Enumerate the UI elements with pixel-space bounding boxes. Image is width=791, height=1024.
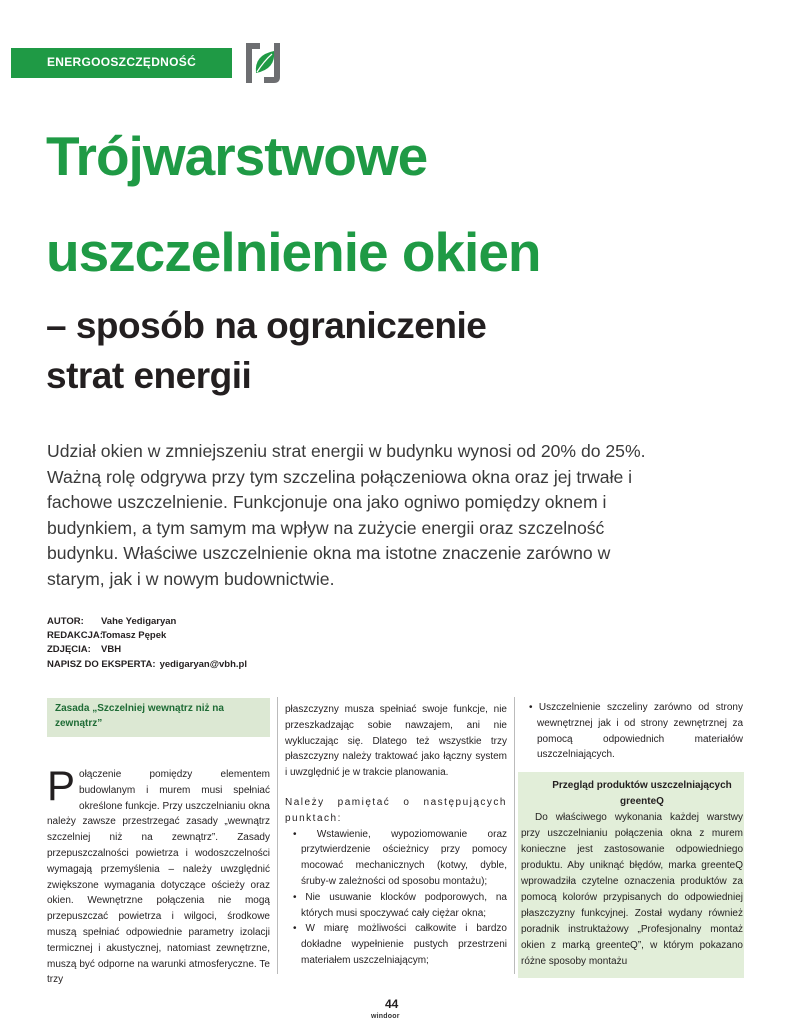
lead-paragraph: Udział okien w zmniejszeniu strat energii w budynku wynosi od 20% do 25%. Ważną rolę odgrywa przy tym szczelina połączeniowa okna oraz jej trwałe i fachowe uszczelnienie. Funkcjonuje ona jako ogniwo pomiędzy oknem i budynkiem, a tym samym ma wpływ na zużycie energii oraz szczelność budynku. Właściwe uszczelnienie okna ma istotne znaczenie zarówno w starym, jak i w nowym budownictwie. <box>47 441 646 589</box>
column-3-body <box>521 778 743 970</box>
column-2 <box>285 702 507 969</box>
box-title: Zasada „Szczelniej wewnątrz niż na zewnątrz” <box>47 698 270 737</box>
contact-email[interactable]: yedigaryan@vbh.pl <box>159 658 247 670</box>
editor-name: Tomasz Pępek <box>101 630 167 642</box>
list-item: • Wstawienie, wypoziomowanie oraz przytwierdzenie ościeżnicy przy pomocy mocować mechanicznych (kotwy, dyble, śruby-w zależności od sposobu montażu); <box>293 828 507 887</box>
page-number: 44 <box>385 997 399 1011</box>
list-item: • W miarę możliwości całkowite i bardzo dokładne wypełnienie pustych przestrzeni materiałem uszczelniającym; <box>293 923 507 966</box>
column-3-list <box>521 700 743 763</box>
photos-label: ZDJĘCIA: <box>47 644 91 656</box>
author-name: Vahe Yedigaryan <box>101 616 177 627</box>
column-divider-1 <box>277 697 278 974</box>
column-1 <box>47 698 270 988</box>
column-1-body <box>47 762 270 988</box>
article-title <box>46 126 541 318</box>
subtitle-line-2: strat energii <box>46 355 252 396</box>
magazine-brand: windoor <box>371 1013 400 1020</box>
credits <box>47 615 247 672</box>
sidebar-heading: Przegląd produktów uszczelniających greenteQ <box>552 780 732 807</box>
column-2-para-1: płaszczyzny musza spełniać swoje funkcje, nie przeszkadzając sobie nawzajem, ani nie wykluczając się. Dlatego też wszystkie trzy płaszczyzny należy traktować jako łączny system i uwzględnić je w trakcie planowania. <box>285 704 507 779</box>
title-line-2: uszczelnienie okien <box>46 221 541 283</box>
column-divider-2 <box>514 697 515 974</box>
column-2-para-2: Należy pamiętać o następujących punktach: <box>285 796 507 824</box>
section-tag <box>11 48 232 78</box>
column-1-text: ołączenie pomiędzy elementem budowlanym i murem musi spełniać określone funkcje. Przy uszczelnianiu okna należy zawsze przestrzegać zasady „wewnątrz szczelniej niż na zewnątrz”. Zasady przepuszczalności powietrza i wodoszczelności wymagają przemyślenia – należy uwzględnić zwiększone wymagania dotyczące ościeży oraz okien. Wewnętrzne połączenia nie mogą przepuszczać powietrza i wilgoci, środkowe muszą spełniać odpowiednie parametry izolacji termicznej i akustycznej, natomiast zewnętrzne, muszą być odporne na warunki atmosferyczne. Te trzy <box>47 769 270 986</box>
contact-label: NAPISZ DO EKSPERTA: <box>47 658 156 670</box>
editor-label: REDAKCJA: <box>47 630 103 642</box>
checklist <box>285 827 507 969</box>
section-label: ENERGOOSZCZĘDNOŚĆ <box>46 55 197 69</box>
list-item: • Nie usuwanie klocków podporowych, na których musi spoczywać cały ciężar okna; <box>293 891 507 919</box>
sidebar-text: Do właściwego wykonania każdej warstwy przy uszczelnianiu połączenia okna z murem konieczne jest zastosowanie odpowiedniego produktu. Aby uniknąć błędów, marka greenteQ wprowadziła czytelne oznaczenia produktów za pomocą kolorów przypisanych do odpowiedniej płaszczyzny funkcyjnej. Został wydany również poradnik instruktażowy „Profesjonalny montaż okien z marką greenteQ”, w którym pokazano różne sposoby montażu <box>521 812 743 967</box>
author-label: AUTOR: <box>47 616 84 627</box>
column-3-top <box>521 700 743 763</box>
leaf-logo-icon <box>236 39 288 87</box>
subtitle-line-1: – sposób na ograniczenie <box>46 305 487 346</box>
list-item: • Uszczelnienie szczeliny zarówno od strony wewnętrznej jak i od strony zewnętrznej za pomocą odpowiednich materiałów uszczelniających. <box>529 702 743 761</box>
drop-cap: P <box>47 762 76 809</box>
photos-credit: VBH <box>101 644 122 656</box>
title-line-1: Trójwarstwowe <box>46 125 428 187</box>
article-subtitle <box>46 301 486 401</box>
